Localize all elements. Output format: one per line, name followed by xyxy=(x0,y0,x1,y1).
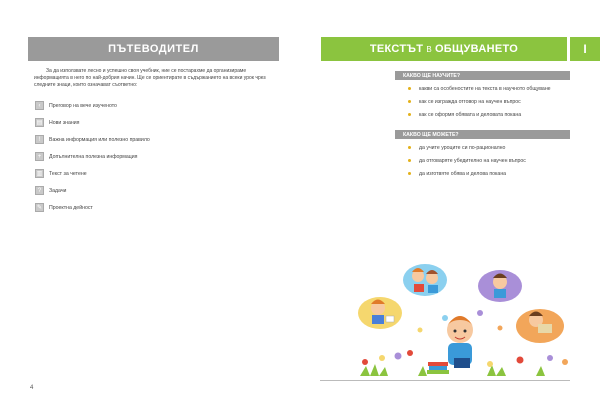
chevron-left-icon: ‹ xyxy=(35,101,44,110)
legend-item-important xyxy=(35,131,275,148)
list-item xyxy=(408,82,578,95)
list-item-text: да учите уроците си по-рационално xyxy=(419,144,506,151)
legend-item-additional xyxy=(35,148,275,165)
legend-item-reading xyxy=(35,165,275,182)
list-item xyxy=(408,141,578,154)
list-item-text: какви са особеностите на текста в научното общуване xyxy=(419,85,551,92)
list-item xyxy=(408,95,578,108)
section-can-list xyxy=(408,141,578,180)
chapter-title xyxy=(321,37,567,61)
list-item-text: да изготвяте обява и делова покана xyxy=(419,170,507,177)
bullet-icon xyxy=(408,100,411,103)
legend-label: Задачи xyxy=(49,187,67,194)
book-icon: ▤ xyxy=(36,120,43,126)
list-item xyxy=(408,108,578,121)
bullet-icon xyxy=(408,113,411,116)
legend-label: Важна информация или полезно правило xyxy=(49,136,150,143)
section-learn-list xyxy=(408,82,578,121)
right-page xyxy=(300,0,600,404)
boy-reading xyxy=(447,316,473,368)
thought-bubble-top-left xyxy=(403,264,447,296)
open-book-icon: ▥ xyxy=(36,171,43,177)
chapter-number: I xyxy=(570,37,600,61)
project-icon: ✎ xyxy=(36,205,43,211)
warning-icon: ! xyxy=(35,135,44,144)
children-reading-illustration xyxy=(350,258,580,380)
legend-item-new-knowledge xyxy=(35,114,275,131)
list-item-text: как се оформя обявата и деловата покана xyxy=(419,111,522,118)
bullet-icon xyxy=(408,87,411,90)
section-learn-title: КАКВО ЩЕ НАУЧИТЕ? xyxy=(395,71,570,80)
chapter-title-part2: В xyxy=(426,44,432,54)
guide-header: ПЪТЕВОДИТЕЛ xyxy=(28,37,279,61)
chapter-title-part3: ОБЩУВАНЕТО xyxy=(434,43,519,55)
legend-label: Допълнителна полезна информация xyxy=(49,153,138,160)
book-stack xyxy=(427,362,449,374)
legend-label: Нови знания xyxy=(49,119,80,126)
thought-bubble-left xyxy=(358,297,402,329)
bullet-icon xyxy=(408,172,411,175)
legend-label: Преговор на вече изученото xyxy=(49,102,117,109)
legend-label: Текст за четене xyxy=(49,170,87,177)
guide-intro: За да използвате лесно и успешно своя учебник, ние се постарахме да организираме информацията в него по най-добрия начин. Ще се ориентирате в съдържанието на всеки урок чрез следните знаци, които означават съответно: xyxy=(34,68,266,88)
legend-item-tasks xyxy=(35,182,275,199)
bottom-divider xyxy=(320,380,570,381)
plus-icon: + xyxy=(35,152,44,161)
bullet-icon xyxy=(408,159,411,162)
legend-label: Проектна дейност xyxy=(49,204,93,211)
thought-bubble-right xyxy=(516,309,564,343)
legend-item-review xyxy=(35,97,275,114)
bullet-icon xyxy=(408,146,411,149)
thought-bubble-top-right xyxy=(478,270,522,302)
page-number: 4 xyxy=(30,385,34,391)
legend-list xyxy=(35,97,275,216)
chapter-title-part1: ТЕКСТЪТ xyxy=(369,43,424,55)
list-item xyxy=(408,167,578,180)
list-item-text: да отговаряте убедително на научен въпрос xyxy=(419,157,526,164)
list-item-text: как се изгражда отговор на научен въпрос xyxy=(419,98,521,105)
legend-item-project xyxy=(35,199,275,216)
question-icon: ? xyxy=(35,186,44,195)
section-can-title: КАКВО ЩЕ МОЖЕТЕ? xyxy=(395,130,570,139)
list-item xyxy=(408,154,578,167)
